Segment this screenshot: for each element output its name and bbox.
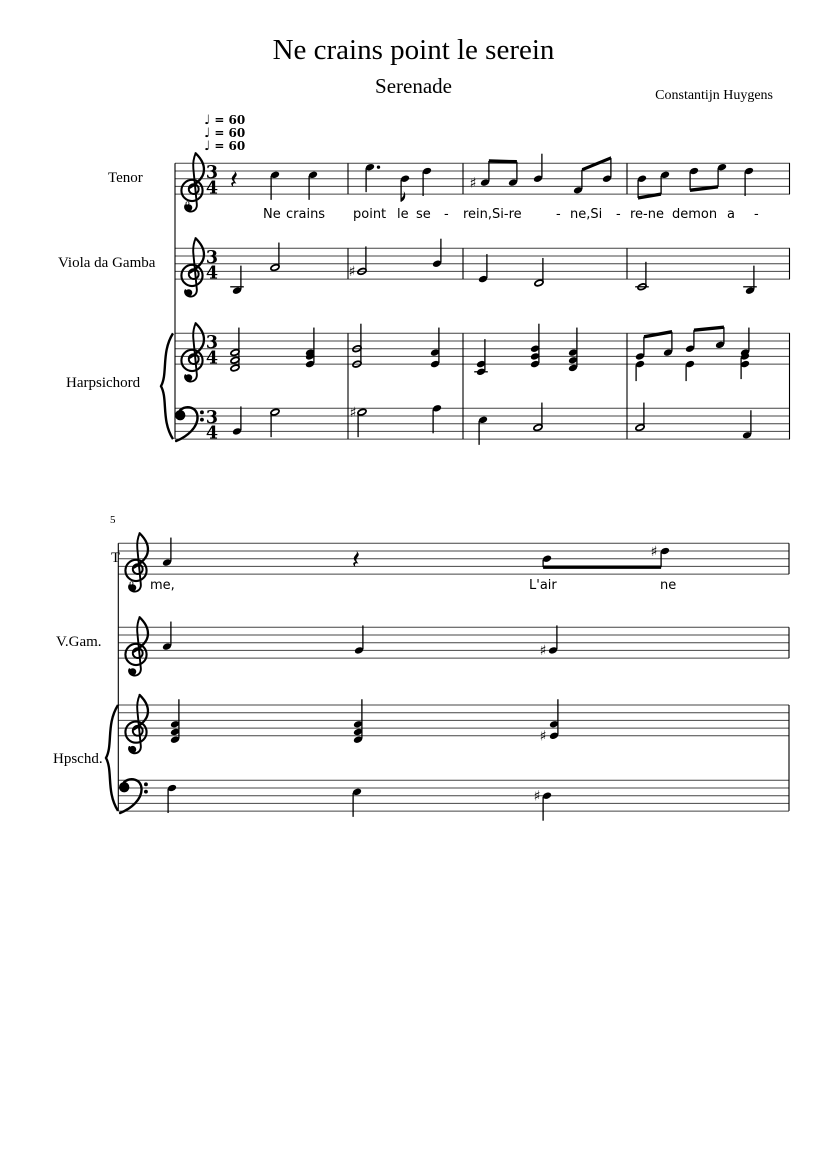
chord xyxy=(740,352,750,379)
tempo-value: = 60 xyxy=(210,126,246,140)
chord xyxy=(170,699,180,744)
timesig-numerator: 3 xyxy=(205,162,219,183)
note xyxy=(635,360,645,381)
lyric-syllable: rein,Si-re xyxy=(463,207,522,222)
note xyxy=(270,171,280,200)
lyric-syllable: le xyxy=(397,207,409,222)
lyric-syllable: crains xyxy=(286,207,326,222)
quarter-note-icon: ♩ xyxy=(204,113,211,128)
system xyxy=(106,533,789,820)
lyric-syllable: ne,Si xyxy=(570,207,603,222)
time-signature xyxy=(206,248,218,284)
augmentation-dot xyxy=(377,165,380,168)
timesig-denominator: 4 xyxy=(205,348,219,369)
lyric-syllable: Ne xyxy=(263,207,281,222)
staff-tenor xyxy=(118,533,789,591)
brace xyxy=(161,333,173,439)
lyric-syllable: point xyxy=(353,207,387,222)
clef-head xyxy=(134,617,148,651)
instrument-label: Hpschd. xyxy=(53,751,103,767)
instrument-label: V.Gam. xyxy=(56,634,102,650)
note xyxy=(352,788,362,817)
lyric-syllable: - xyxy=(444,207,449,222)
note xyxy=(533,154,543,183)
note xyxy=(744,167,754,196)
quarter-note-icon: ♩ xyxy=(204,126,211,141)
brace xyxy=(106,705,118,811)
instrument-label: Harpsichord xyxy=(66,375,141,391)
lyric-syllable: L'air xyxy=(529,578,557,593)
chord xyxy=(230,328,240,372)
clef-head xyxy=(190,153,204,187)
chord xyxy=(530,324,540,369)
instrument-label: Viola da Gamba xyxy=(58,255,156,271)
time-signature xyxy=(206,408,218,444)
note xyxy=(685,360,695,381)
clef-dot xyxy=(200,418,204,422)
clef-head xyxy=(190,323,204,357)
sharp-accidental: ♯ xyxy=(533,788,541,805)
clef-head xyxy=(134,695,148,729)
clef-ball xyxy=(129,668,136,675)
staff-harpsichord-treble xyxy=(175,323,790,381)
timesig-denominator: 4 xyxy=(205,263,219,284)
instrument-label: Tenor xyxy=(108,170,143,186)
clef-ball xyxy=(185,374,192,381)
timesig-numerator: 3 xyxy=(205,332,219,353)
note xyxy=(270,243,280,272)
lyric-syllable: - xyxy=(556,207,561,222)
treble-clef-icon xyxy=(125,695,148,753)
note xyxy=(432,239,442,268)
lyric-syllable: - xyxy=(754,207,759,222)
staff-harpsichord-treble xyxy=(118,695,789,753)
quarter-note-icon: ♩ xyxy=(204,139,211,154)
clef-head xyxy=(190,238,204,272)
chord xyxy=(474,339,488,376)
note xyxy=(167,784,177,813)
clef-dot xyxy=(200,410,204,414)
timesig-denominator: 4 xyxy=(205,423,219,444)
note xyxy=(308,171,318,200)
note xyxy=(542,791,552,820)
clef-ball xyxy=(129,746,136,753)
beam xyxy=(644,330,672,338)
lyric-syllable: re-ne xyxy=(630,207,664,222)
note xyxy=(400,174,410,201)
treble-clef-icon xyxy=(181,323,204,381)
note xyxy=(740,328,750,357)
tempo-value: = 60 xyxy=(210,139,246,153)
sharp-accidental: ♯ xyxy=(650,543,658,560)
note xyxy=(478,254,488,283)
sharp-accidental: ♯ xyxy=(539,728,547,745)
note xyxy=(635,262,649,291)
chord xyxy=(352,324,362,368)
staff-viola-da-gamba xyxy=(118,617,789,675)
clef-dot xyxy=(144,782,148,786)
beam xyxy=(543,565,661,568)
time-signature xyxy=(206,163,218,199)
note xyxy=(743,266,757,295)
note xyxy=(432,404,442,433)
note xyxy=(422,167,432,196)
clef-ball xyxy=(185,289,192,296)
composer-credit: Constantijn Huygens xyxy=(655,88,773,103)
beam-group xyxy=(573,156,612,194)
staff-viola-da-gamba xyxy=(175,238,790,296)
beam-group xyxy=(689,163,727,192)
note xyxy=(357,408,367,437)
lyric-syllable: a xyxy=(727,207,735,222)
note xyxy=(232,406,242,435)
beam xyxy=(638,192,661,199)
lyric-syllable: ne xyxy=(660,578,677,593)
lyric-syllable: - xyxy=(616,207,621,222)
page-subtitle: Serenade xyxy=(375,74,452,98)
timesig-numerator: 3 xyxy=(205,247,219,268)
note xyxy=(533,403,543,432)
note xyxy=(230,266,244,295)
sharp-accidental: ♯ xyxy=(348,264,356,281)
treble-clef-icon xyxy=(181,238,204,296)
beam xyxy=(582,156,611,171)
note xyxy=(365,163,380,192)
lyric-syllable: me, xyxy=(150,578,175,593)
sharp-accidental: ♯ xyxy=(469,175,477,192)
lyric-syllable: demon xyxy=(672,207,718,222)
timesig-numerator: 3 xyxy=(205,407,219,428)
chord xyxy=(353,699,363,744)
sharp-accidental: ♯ xyxy=(539,643,547,660)
staff-harpsichord-bass xyxy=(175,403,790,445)
note xyxy=(534,258,544,287)
beam-group xyxy=(637,171,670,200)
measure-number: 5 xyxy=(110,514,116,526)
system xyxy=(161,153,790,445)
note xyxy=(635,403,645,432)
clef-ball xyxy=(119,782,129,792)
instrument-label: T xyxy=(111,550,121,566)
clef-dot xyxy=(144,790,148,794)
note xyxy=(478,416,488,445)
note xyxy=(354,625,364,654)
tempo-value: = 60 xyxy=(210,113,246,127)
page-title: Ne crains point le serein xyxy=(272,34,555,66)
staff-tenor xyxy=(175,153,790,211)
clef-head xyxy=(134,533,148,567)
clef-ball xyxy=(175,410,185,420)
note xyxy=(162,538,172,567)
note xyxy=(548,625,558,654)
sharp-accidental: ♯ xyxy=(349,404,357,421)
timesig-denominator: 4 xyxy=(205,178,219,199)
note xyxy=(162,622,172,651)
staff-harpsichord-bass xyxy=(118,779,789,820)
octave-8: 8 xyxy=(129,580,134,592)
beam xyxy=(694,325,724,331)
note xyxy=(270,408,280,437)
octave-8: 8 xyxy=(185,200,190,212)
treble-clef-icon xyxy=(125,617,148,675)
lyric-syllable: se xyxy=(416,207,431,222)
note xyxy=(742,410,752,439)
chord xyxy=(568,328,578,373)
time-signature xyxy=(206,333,218,369)
